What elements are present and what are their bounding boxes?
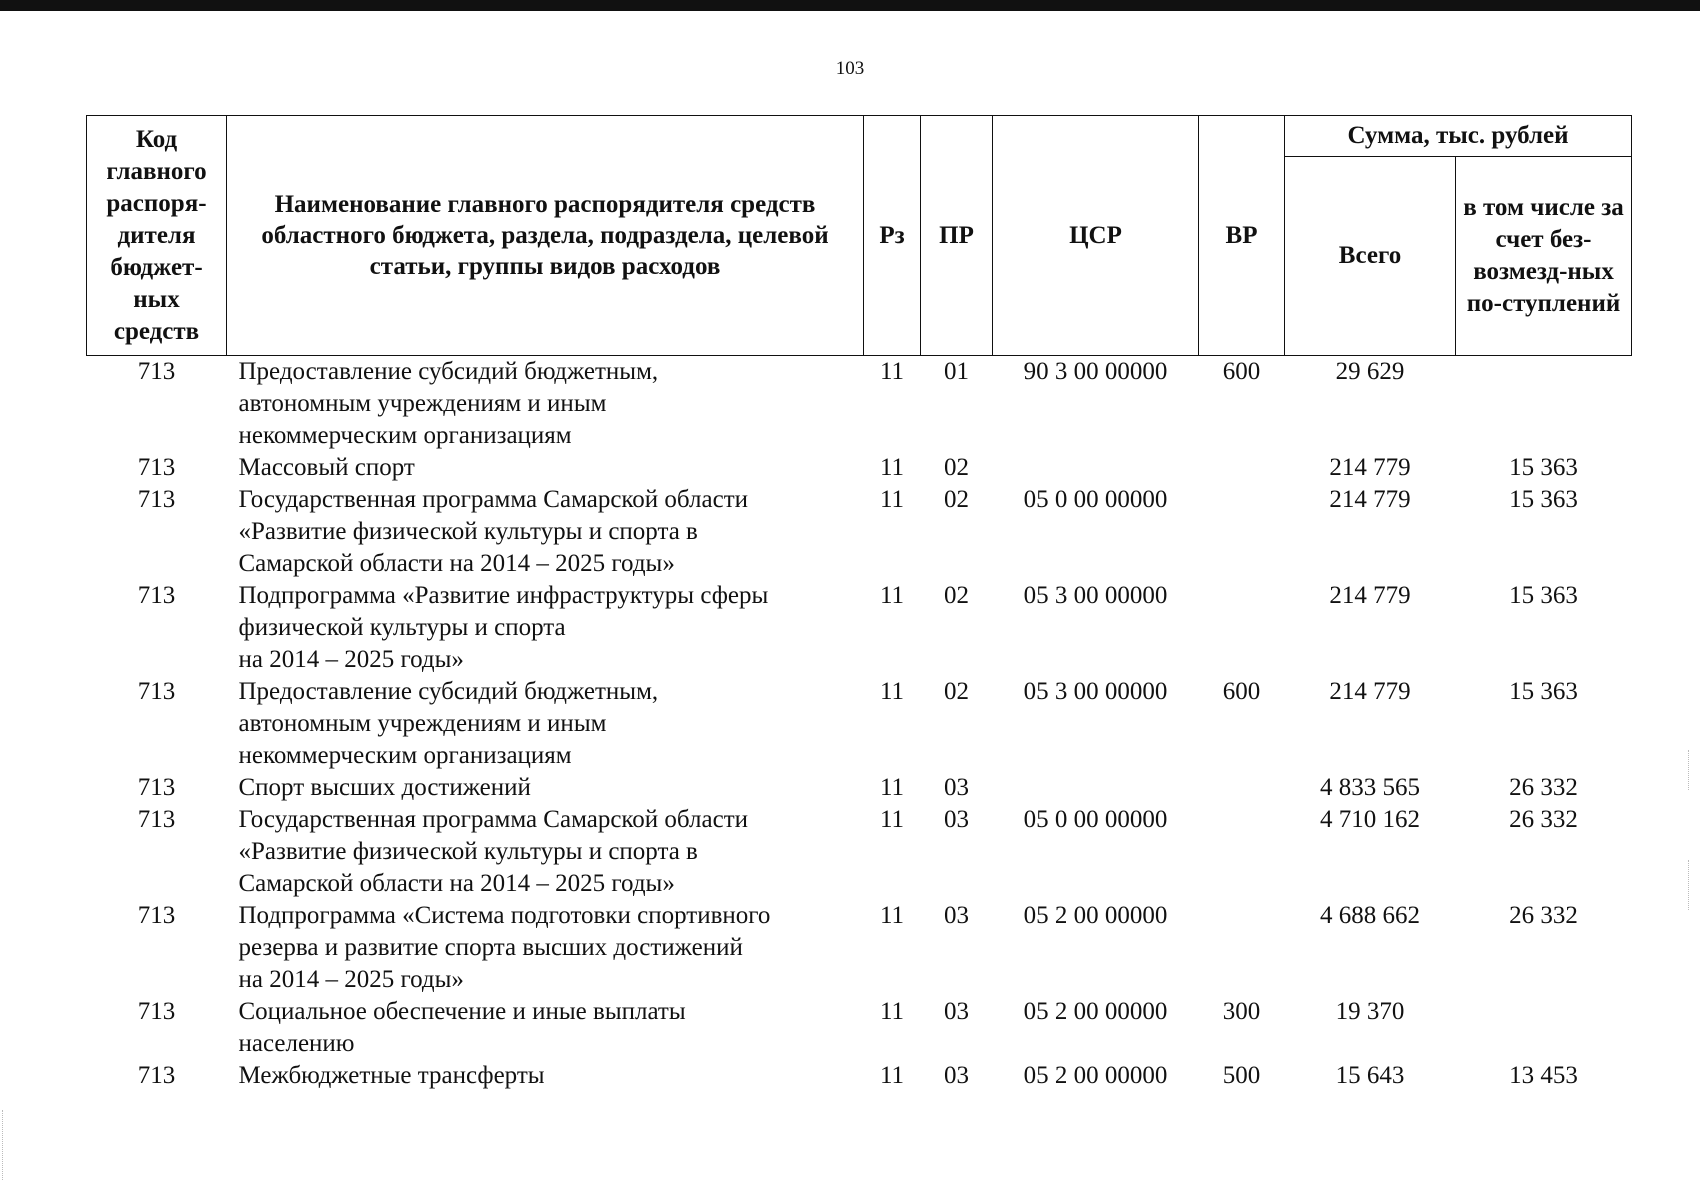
header-gratuitous: в том числе за счет без-возмезд-ных по-ступлений	[1456, 157, 1632, 356]
cell-pr: 03	[944, 774, 969, 801]
cell-pr: 03	[944, 902, 969, 929]
cell-code: 713	[137, 486, 176, 513]
header-name: Наименование главного распорядителя средств областного бюджета, раздела, подраздела, целевой статьи, группы видов расходов	[227, 116, 864, 356]
cell-total: 4 710 162	[1320, 806, 1420, 833]
cell-code: 713	[137, 774, 176, 801]
table-body	[87, 356, 1632, 1093]
table-row	[87, 356, 1632, 453]
cell-gratuitous: 15 363	[1509, 582, 1578, 609]
cell-pr: 02	[944, 678, 969, 705]
cell-gratuitous: 15 363	[1509, 454, 1578, 481]
cell-name: Государственная программа Самарской области «Развитие физической культуры и спорта в Самарской области на 2014 – 2025 годы»	[238, 806, 748, 897]
table-row	[87, 996, 1632, 1060]
cell-name: Социальное обеспечение и иные выплаты населению	[238, 998, 686, 1057]
cell-name: Межбюджетные трансферты	[238, 1062, 545, 1089]
table-row	[87, 772, 1632, 804]
cell-csr: 05 3 00 00000	[1023, 678, 1168, 705]
cell-pr: 02	[944, 582, 969, 609]
cell-gratuitous: 15 363	[1509, 678, 1578, 705]
cell-total: 214 779	[1329, 454, 1411, 481]
table-row	[87, 452, 1632, 484]
cell-code: 713	[137, 678, 176, 705]
cell-csr: 05 2 00 00000	[1023, 902, 1168, 929]
cell-vr	[1199, 580, 1285, 676]
cell-csr	[993, 452, 1199, 484]
table-row	[87, 1060, 1632, 1092]
header-vr: ВР	[1199, 116, 1285, 356]
cell-vr	[1199, 772, 1285, 804]
cell-rz: 11	[879, 774, 905, 801]
table-row	[87, 900, 1632, 996]
cell-vr	[1199, 900, 1285, 996]
cell-total: 214 779	[1329, 582, 1411, 609]
cell-vr: 300	[1222, 998, 1261, 1025]
cell-rz: 11	[879, 454, 905, 481]
cell-name: Предоставление субсидий бюджетным, автономным учреждениям и иным некоммерческим организациям	[238, 678, 659, 769]
cell-gratuitous: 26 332	[1509, 806, 1578, 833]
table-row	[87, 484, 1632, 580]
cell-code: 713	[137, 454, 176, 481]
cell-csr: 05 2 00 00000	[1023, 1062, 1168, 1089]
cell-vr	[1199, 804, 1285, 900]
cell-total: 4 833 565	[1320, 774, 1420, 801]
cell-gratuitous: 26 332	[1509, 902, 1578, 929]
cell-name: Подпрограмма «Развитие инфраструктуры сферы физической культуры и спорта на 2014 – 2025 годы»	[238, 582, 769, 673]
cell-pr: 03	[944, 998, 969, 1025]
cell-name: Спорт высших достижений	[238, 774, 531, 801]
page-number: 103	[835, 58, 865, 79]
scan-margin-mark	[1688, 750, 1695, 790]
cell-total: 214 779	[1329, 678, 1411, 705]
cell-total: 19 370	[1335, 998, 1405, 1025]
cell-name: Подпрограмма «Система подготовки спортивного резерва и развитие спорта высших достижений на 2014 – 2025 годы»	[238, 902, 771, 993]
cell-rz: 11	[879, 678, 905, 705]
table-row	[87, 804, 1632, 900]
cell-gratuitous	[1456, 356, 1632, 453]
cell-name: Массовый спорт	[238, 454, 415, 481]
cell-code: 713	[137, 806, 176, 833]
cell-csr	[993, 772, 1199, 804]
header-sum: Сумма, тыс. рублей	[1285, 116, 1632, 157]
cell-csr: 05 3 00 00000	[1023, 582, 1168, 609]
cell-csr: 05 2 00 00000	[1023, 998, 1168, 1025]
table-row	[87, 580, 1632, 676]
cell-rz: 11	[879, 902, 905, 929]
cell-rz: 11	[879, 806, 905, 833]
scan-margin-mark	[1688, 860, 1695, 910]
cell-code: 713	[137, 582, 176, 609]
header-code: Код главного распоря-дителя бюджет-ных средств	[87, 116, 227, 356]
cell-name: Государственная программа Самарской области «Развитие физической культуры и спорта в Самарской области на 2014 – 2025 годы»	[238, 486, 748, 577]
cell-gratuitous	[1456, 996, 1632, 1060]
cell-rz: 11	[879, 998, 905, 1025]
cell-total: 214 779	[1329, 486, 1411, 513]
cell-pr: 02	[944, 486, 969, 513]
cell-name: Предоставление субсидий бюджетным, автономным учреждениям и иным некоммерческим организациям	[238, 358, 659, 449]
cell-rz: 11	[879, 486, 905, 513]
cell-rz: 11	[879, 582, 905, 609]
cell-csr: 05 0 00 00000	[1023, 806, 1168, 833]
cell-vr: 600	[1222, 358, 1261, 385]
cell-gratuitous: 15 363	[1509, 486, 1578, 513]
table-row	[87, 676, 1632, 772]
cell-pr: 02	[944, 454, 969, 481]
cell-total: 29 629	[1335, 358, 1405, 385]
header-pr: ПР	[921, 116, 993, 356]
cell-code: 713	[137, 902, 176, 929]
cell-vr	[1199, 484, 1285, 580]
cell-code: 713	[137, 358, 176, 385]
cell-gratuitous: 13 453	[1509, 1062, 1578, 1089]
cell-pr: 01	[944, 358, 969, 385]
cell-code: 713	[137, 998, 176, 1025]
cell-total: 4 688 662	[1320, 902, 1420, 929]
header-rz: Рз	[864, 116, 921, 356]
cell-gratuitous: 26 332	[1509, 774, 1578, 801]
cell-total: 15 643	[1335, 1062, 1405, 1089]
cell-vr	[1199, 452, 1285, 484]
header-csr: ЦСР	[993, 116, 1199, 356]
cell-code: 713	[137, 1062, 176, 1089]
budget-table	[86, 115, 1632, 1092]
cell-rz: 11	[879, 358, 905, 385]
scan-margin-mark	[2, 1110, 9, 1180]
cell-pr: 03	[944, 806, 969, 833]
table-header	[87, 116, 1632, 356]
header-total: Всего	[1285, 157, 1456, 356]
cell-vr: 600	[1222, 678, 1261, 705]
cell-vr: 500	[1222, 1062, 1261, 1089]
scan-top-border	[0, 0, 1700, 11]
cell-csr: 90 3 00 00000	[1023, 358, 1168, 385]
cell-pr: 03	[944, 1062, 969, 1089]
cell-csr: 05 0 00 00000	[1023, 486, 1168, 513]
cell-rz: 11	[879, 1062, 905, 1089]
